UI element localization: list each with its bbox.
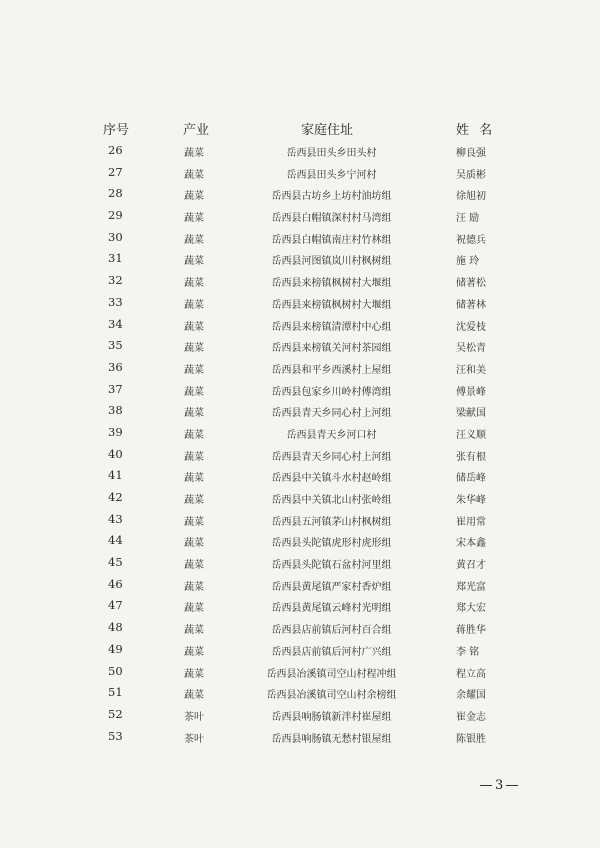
table-row [0, 379, 600, 401]
table-row [0, 270, 600, 292]
cell-name: 柳良强 [456, 148, 486, 159]
table-row [0, 595, 600, 617]
cell-industry: 蔬菜 [184, 538, 204, 550]
cell-serial-number: 46 [108, 576, 123, 591]
cell-home-address: 岳西县青天乡河口村 [286, 429, 377, 441]
cell-home-address: 岳西县包家乡川岭村傅湾组 [271, 386, 392, 398]
cell-name: 沈爱枝 [456, 321, 486, 333]
cell-industry: 蔬菜 [184, 451, 204, 463]
cell-industry: 蔬菜 [184, 668, 204, 680]
cell-serial-number: 29 [108, 208, 123, 223]
cell-home-address: 岳西县古坊乡上坊村油坊组 [271, 191, 392, 203]
header-name: 姓 名 [456, 123, 496, 138]
cell-industry: 茶叶 [184, 733, 204, 745]
header-serial-number: 序号 [103, 123, 130, 138]
cell-industry: 蔬菜 [184, 429, 204, 441]
table-row [0, 335, 600, 357]
cell-serial-number: 43 [108, 511, 123, 526]
cell-serial-number: 32 [108, 273, 123, 288]
table-row [0, 530, 600, 552]
table-body [0, 140, 600, 747]
cell-name: 吴质彬 [456, 169, 486, 181]
table-row [0, 726, 600, 748]
table-header [0, 119, 600, 139]
cell-industry: 蔬菜 [184, 234, 204, 246]
cell-serial-number: 33 [108, 294, 123, 309]
cell-industry: 蔬菜 [184, 213, 204, 225]
table-row [0, 617, 600, 639]
header-home-address: 家庭住址 [301, 123, 354, 138]
table-row [0, 639, 600, 661]
cell-industry: 蔬菜 [184, 603, 204, 615]
cell-industry: 蔬菜 [184, 299, 204, 311]
table-row [0, 227, 600, 249]
cell-serial-number: 49 [108, 641, 123, 656]
cell-home-address: 岳西县冶溪镇司空山村程冲组 [266, 668, 397, 680]
cell-industry: 蔬菜 [184, 256, 204, 268]
cell-serial-number: 35 [108, 338, 123, 353]
table-row [0, 509, 600, 531]
cell-industry: 蔬菜 [184, 581, 204, 593]
cell-serial-number: 36 [108, 359, 123, 374]
cell-industry: 蔬菜 [184, 278, 204, 290]
footer-dash-left [480, 785, 492, 786]
table-row [0, 140, 600, 162]
cell-serial-number: 27 [108, 164, 123, 179]
cell-name: 傅景峰 [456, 386, 486, 398]
cell-industry: 蔬菜 [184, 495, 204, 506]
cell-serial-number: 51 [108, 685, 123, 700]
table-row [0, 487, 600, 509]
table-row [0, 205, 600, 227]
cell-home-address: 岳西县响肠镇新泮村崔屋组 [271, 711, 392, 723]
cell-serial-number: 52 [108, 706, 123, 721]
cell-serial-number: 40 [108, 446, 123, 461]
cell-name: 汪义顺 [456, 429, 486, 441]
cell-industry: 茶叶 [184, 711, 204, 723]
cell-industry: 蔬菜 [184, 408, 204, 420]
cell-industry: 蔬菜 [184, 690, 204, 702]
cell-home-address: 岳西县店前镇后河村广兴组 [271, 646, 392, 658]
cell-industry: 蔬菜 [184, 646, 204, 658]
cell-serial-number: 31 [108, 251, 123, 266]
cell-serial-number: 53 [108, 728, 123, 743]
cell-name: 郑光富 [456, 581, 486, 593]
cell-name: 储岳峰 [456, 473, 486, 485]
cell-serial-number: 44 [108, 533, 123, 548]
cell-home-address: 岳西县中关镇斗水村赵岭组 [271, 473, 392, 485]
cell-industry: 蔬菜 [184, 516, 204, 528]
cell-serial-number: 38 [108, 403, 123, 418]
cell-home-address: 岳西县来榜镇关河村茶园组 [271, 343, 392, 355]
cell-home-address: 岳西县五河镇茅山村枫树组 [271, 516, 392, 528]
cell-name: 徐旭初 [456, 191, 486, 203]
cell-name: 梁献国 [456, 408, 486, 420]
cell-industry: 蔬菜 [184, 169, 204, 181]
cell-home-address: 岳西县来榜镇枫树村大堰组 [271, 299, 392, 311]
cell-name: 储著松 [456, 278, 486, 290]
cell-serial-number: 50 [108, 663, 123, 678]
cell-industry: 蔬菜 [184, 148, 204, 159]
cell-industry: 蔬菜 [184, 386, 204, 398]
cell-name: 祝德兵 [456, 234, 486, 246]
cell-name: 吴松青 [456, 343, 486, 355]
table-row [0, 574, 600, 596]
table-row [0, 682, 600, 704]
table-row [0, 162, 600, 184]
table-row [0, 552, 600, 574]
cell-home-address: 岳西县河图镇岚川村枫树组 [271, 256, 392, 268]
cell-name: 郑大宏 [456, 603, 486, 615]
cell-name: 张有根 [456, 451, 486, 463]
table-row [0, 248, 600, 270]
cell-name: 李 铭 [456, 646, 480, 658]
cell-name: 崔用常 [456, 516, 486, 528]
cell-serial-number: 47 [108, 598, 123, 613]
cell-home-address: 岳西县黄尾镇云峰村光明组 [271, 603, 392, 615]
cell-home-address: 岳西县和平乡西溪村上屋组 [271, 364, 392, 376]
cell-serial-number: 37 [108, 381, 123, 396]
cell-name: 宋本鑫 [456, 538, 486, 550]
cell-home-address: 岳西县冶溪镇司空山村余榜组 [266, 690, 397, 702]
footer-dash-right [506, 785, 518, 786]
table-row [0, 400, 600, 422]
cell-serial-number: 42 [108, 490, 123, 504]
header-industry: 产业 [183, 123, 210, 138]
cell-home-address: 岳西县来榜镇枫树村大堰组 [271, 278, 392, 290]
cell-home-address: 岳西县白帽镇南庄村竹林组 [271, 234, 392, 246]
cell-home-address: 岳西县头陀镇石盆村河里组 [271, 560, 392, 572]
table-row [0, 465, 600, 487]
table-row [0, 357, 600, 379]
cell-serial-number: 28 [108, 186, 123, 201]
cell-serial-number: 45 [108, 555, 123, 570]
cell-industry: 蔬菜 [184, 343, 204, 355]
table-row [0, 444, 600, 466]
cell-industry: 蔬菜 [184, 191, 204, 203]
cell-name: 施 玲 [456, 256, 480, 268]
cell-industry: 蔬菜 [184, 321, 204, 333]
cell-home-address: 岳西县白帽镇深村村马湾组 [271, 213, 392, 225]
page-number: 3 [495, 778, 504, 793]
cell-serial-number: 48 [108, 620, 123, 635]
cell-home-address: 岳西县响肠镇无愁村银屋组 [271, 733, 392, 745]
cell-serial-number: 30 [108, 229, 123, 244]
table-row [0, 704, 600, 726]
cell-name: 汪和美 [456, 364, 486, 376]
cell-serial-number: 39 [108, 424, 123, 439]
cell-serial-number: 26 [108, 143, 123, 157]
page-footer [480, 778, 518, 793]
cell-home-address: 岳西县来榜镇清潭村中心组 [271, 321, 392, 333]
cell-home-address: 岳西县田头乡宁河村 [286, 169, 377, 181]
cell-industry: 蔬菜 [184, 625, 204, 637]
cell-home-address: 岳西县店前镇后河村百合组 [271, 625, 392, 637]
cell-home-address: 岳西县青天乡同心村上河组 [271, 408, 392, 420]
table-row [0, 422, 600, 444]
cell-name: 储著林 [456, 299, 486, 311]
cell-home-address: 岳西县头陀镇虎形村虎形组 [271, 538, 392, 550]
table-row [0, 314, 600, 336]
cell-home-address: 岳西县中关镇北山村张岭组 [271, 495, 392, 506]
cell-industry: 蔬菜 [184, 560, 204, 572]
cell-name: 朱华峰 [456, 495, 486, 506]
table-row [0, 183, 600, 205]
cell-home-address: 岳西县青天乡同心村上河组 [271, 451, 392, 463]
cell-serial-number: 34 [108, 316, 123, 331]
cell-home-address: 岳西县黄尾镇严家村香炉组 [271, 581, 392, 593]
cell-name: 程立高 [456, 668, 486, 680]
cell-name: 黄召才 [456, 560, 486, 572]
cell-name: 余耀国 [456, 690, 486, 702]
cell-name: 陈银胜 [456, 733, 486, 745]
cell-home-address: 岳西县田头乡田头村 [286, 148, 377, 159]
cell-name: 崔金志 [456, 711, 486, 723]
table-row [0, 292, 600, 314]
table-row [0, 661, 600, 683]
cell-name: 汪 励 [456, 213, 480, 225]
cell-industry: 蔬菜 [184, 364, 204, 376]
cell-name: 蒋胜华 [456, 625, 486, 637]
cell-industry: 蔬菜 [184, 473, 204, 485]
cell-serial-number: 41 [108, 468, 123, 483]
